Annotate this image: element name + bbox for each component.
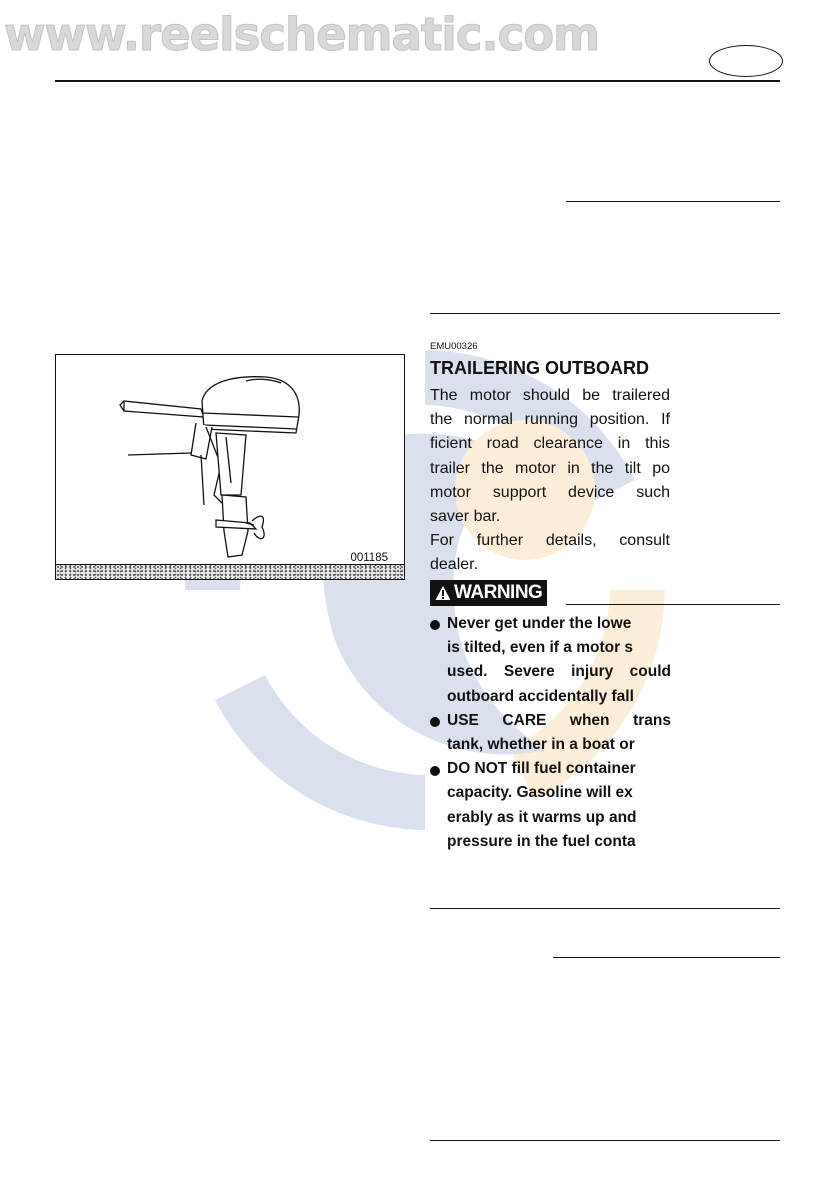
warning-line: outboard accidentally fall (447, 687, 634, 705)
header-rule (55, 80, 780, 82)
warning-badge (430, 580, 547, 606)
outboard-tilt-figure (55, 354, 405, 580)
body-line: the normal running position. If (430, 411, 670, 429)
figure-code: 001185 (350, 552, 388, 564)
language-tab-oval (709, 45, 783, 77)
bullet-dot (430, 717, 440, 727)
outboard-motor-illustration (56, 355, 405, 580)
body-line: ficient road clearance in this (430, 435, 670, 453)
site-watermark-banner: www.reelschematic.com (4, 8, 600, 61)
rule-top-short (566, 201, 780, 202)
warning-item (447, 757, 671, 854)
warning-line: used. Severe injury could (447, 663, 671, 681)
section-code: EMU00326 (430, 341, 478, 352)
warning-line: DO NOT fill fuel container (447, 760, 636, 778)
warning-item (447, 612, 671, 709)
warning-line: tank, whether in a boat or (447, 735, 635, 753)
warning-triangle-icon (435, 585, 451, 601)
body-line: saver bar. (430, 507, 501, 525)
body-line: The motor should be trailered (430, 387, 670, 404)
warning-line: Never get under the lowe (447, 615, 632, 632)
body-line: For further details, consult (430, 532, 670, 550)
rule-note (553, 957, 780, 958)
body-line: trailer the motor in the tilt po (430, 459, 670, 477)
rule-section-top (430, 313, 780, 314)
warning-line: is tilted, even if a motor s (447, 639, 634, 657)
warning-label: WARNING (454, 582, 543, 603)
rule-warning-end (430, 908, 780, 909)
ground-strip (56, 564, 404, 579)
body-line: motor support device such (430, 483, 670, 501)
bullet-dot (430, 620, 440, 630)
section-title: TRAILERING OUTBOARD (430, 358, 649, 378)
warning-list (447, 612, 671, 854)
body-line: dealer. (430, 556, 479, 574)
warning-line: USE CARE when trans (447, 711, 671, 729)
warning-line: pressure in the fuel conta (447, 832, 636, 850)
warning-item (447, 709, 671, 757)
warning-line: erably as it warms up and (447, 808, 637, 826)
rule-warning (566, 604, 780, 605)
warning-line: capacity. Gasoline will ex (447, 784, 633, 802)
section-body (430, 384, 670, 578)
rule-bottom (430, 1140, 780, 1141)
bullet-dot (430, 766, 440, 776)
